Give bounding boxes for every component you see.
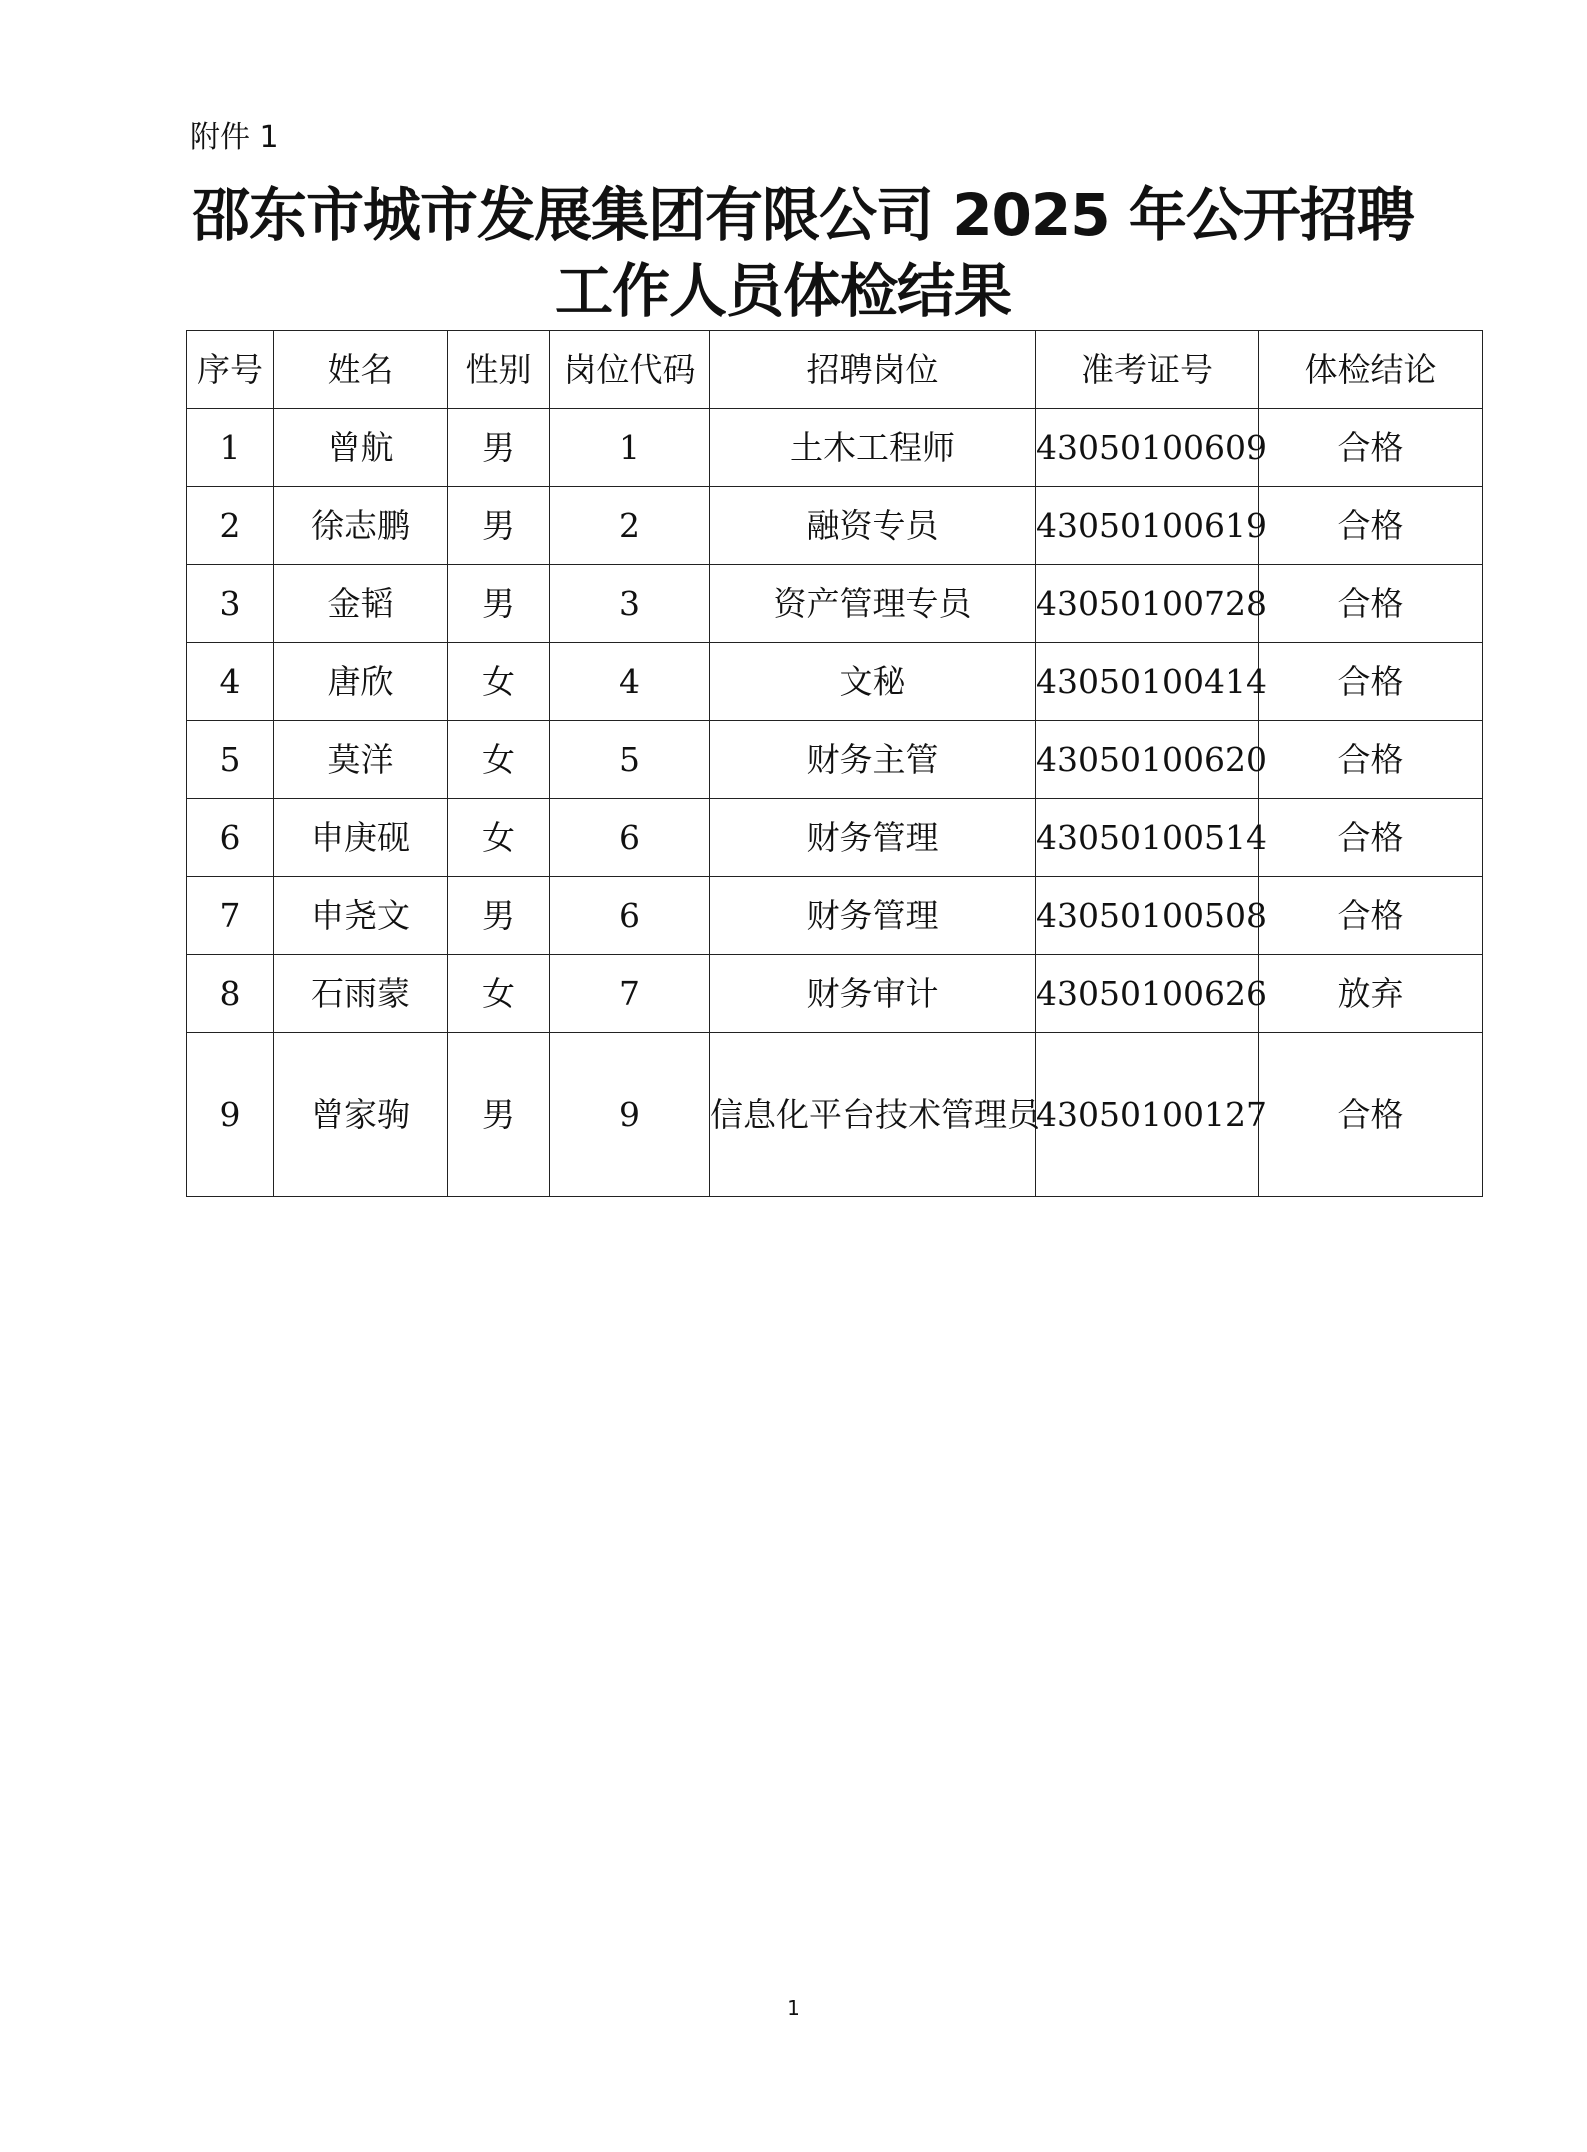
table-row [187, 955, 1483, 1033]
header-name: 姓名 [274, 331, 448, 409]
table-row [187, 799, 1483, 877]
cell-serial-number: 4 [187, 643, 274, 721]
cell-position: 财务审计 [710, 955, 1036, 1033]
cell-gender: 男 [448, 487, 550, 565]
cell-serial-number: 1 [187, 409, 274, 487]
cell-exam-conclusion: 合格 [1259, 721, 1483, 799]
page-number: 1 [787, 1996, 800, 2020]
medical-exam-results-table [186, 330, 1483, 1197]
header-exam-conclusion: 体检结论 [1259, 331, 1483, 409]
cell-gender: 男 [448, 565, 550, 643]
cell-gender: 女 [448, 643, 550, 721]
cell-position: 财务管理 [710, 877, 1036, 955]
cell-position-code: 6 [550, 799, 710, 877]
table-row [187, 721, 1483, 799]
cell-position-code: 3 [550, 565, 710, 643]
cell-serial-number: 5 [187, 721, 274, 799]
document-title-line-1: 邵东市城市发展集团有限公司 2025 年公开招聘 [192, 181, 1414, 249]
cell-name: 石雨蒙 [274, 955, 448, 1033]
cell-admission-number: 43050100127 [1036, 1033, 1259, 1197]
header-admission-number: 准考证号 [1036, 331, 1259, 409]
cell-admission-number: 43050100414 [1036, 643, 1259, 721]
table-header-row [187, 331, 1483, 409]
header-position-code: 岗位代码 [550, 331, 710, 409]
cell-serial-number: 7 [187, 877, 274, 955]
cell-exam-conclusion: 合格 [1259, 877, 1483, 955]
cell-admission-number: 43050100728 [1036, 565, 1259, 643]
cell-gender: 女 [448, 799, 550, 877]
cell-admission-number: 43050100619 [1036, 487, 1259, 565]
cell-position: 财务管理 [710, 799, 1036, 877]
cell-name: 曾家驹 [274, 1033, 448, 1197]
cell-exam-conclusion: 放弃 [1259, 955, 1483, 1033]
cell-admission-number: 43050100514 [1036, 799, 1259, 877]
cell-position-code: 9 [550, 1033, 710, 1197]
table-row [187, 643, 1483, 721]
cell-admission-number: 43050100609 [1036, 409, 1259, 487]
table-row [187, 1033, 1483, 1197]
cell-position-code: 1 [550, 409, 710, 487]
cell-admission-number: 43050100508 [1036, 877, 1259, 955]
cell-position-code: 2 [550, 487, 710, 565]
header-gender: 性别 [448, 331, 550, 409]
cell-name: 申尧文 [274, 877, 448, 955]
cell-name: 申庚砚 [274, 799, 448, 877]
cell-gender: 男 [448, 1033, 550, 1197]
header-position: 招聘岗位 [710, 331, 1036, 409]
cell-name: 金韬 [274, 565, 448, 643]
cell-gender: 男 [448, 877, 550, 955]
cell-position: 信息化平台技术管理员 [710, 1033, 1036, 1197]
cell-name: 徐志鹏 [274, 487, 448, 565]
cell-serial-number: 3 [187, 565, 274, 643]
cell-position-code: 6 [550, 877, 710, 955]
cell-serial-number: 2 [187, 487, 274, 565]
table-row [187, 487, 1483, 565]
cell-exam-conclusion: 合格 [1259, 1033, 1483, 1197]
cell-admission-number: 43050100620 [1036, 721, 1259, 799]
attachment-label: 附件 1 [190, 120, 279, 155]
cell-position: 土木工程师 [710, 409, 1036, 487]
cell-exam-conclusion: 合格 [1259, 799, 1483, 877]
cell-exam-conclusion: 合格 [1259, 487, 1483, 565]
cell-serial-number: 6 [187, 799, 274, 877]
cell-admission-number: 43050100626 [1036, 955, 1259, 1033]
cell-position: 文秘 [710, 643, 1036, 721]
cell-gender: 女 [448, 955, 550, 1033]
cell-position: 财务主管 [710, 721, 1036, 799]
cell-gender: 女 [448, 721, 550, 799]
cell-position-code: 4 [550, 643, 710, 721]
cell-serial-number: 8 [187, 955, 274, 1033]
table-row [187, 877, 1483, 955]
cell-exam-conclusion: 合格 [1259, 643, 1483, 721]
cell-position-code: 7 [550, 955, 710, 1033]
cell-name: 莫洋 [274, 721, 448, 799]
cell-name: 曾航 [274, 409, 448, 487]
cell-exam-conclusion: 合格 [1259, 409, 1483, 487]
header-serial-number: 序号 [187, 331, 274, 409]
document-title-line-2: 工作人员体检结果 [555, 257, 1012, 325]
cell-exam-conclusion: 合格 [1259, 565, 1483, 643]
cell-gender: 男 [448, 409, 550, 487]
cell-name: 唐欣 [274, 643, 448, 721]
cell-position-code: 5 [550, 721, 710, 799]
cell-position: 资产管理专员 [710, 565, 1036, 643]
cell-serial-number: 9 [187, 1033, 274, 1197]
table-row [187, 409, 1483, 487]
table-row [187, 565, 1483, 643]
cell-position: 融资专员 [710, 487, 1036, 565]
